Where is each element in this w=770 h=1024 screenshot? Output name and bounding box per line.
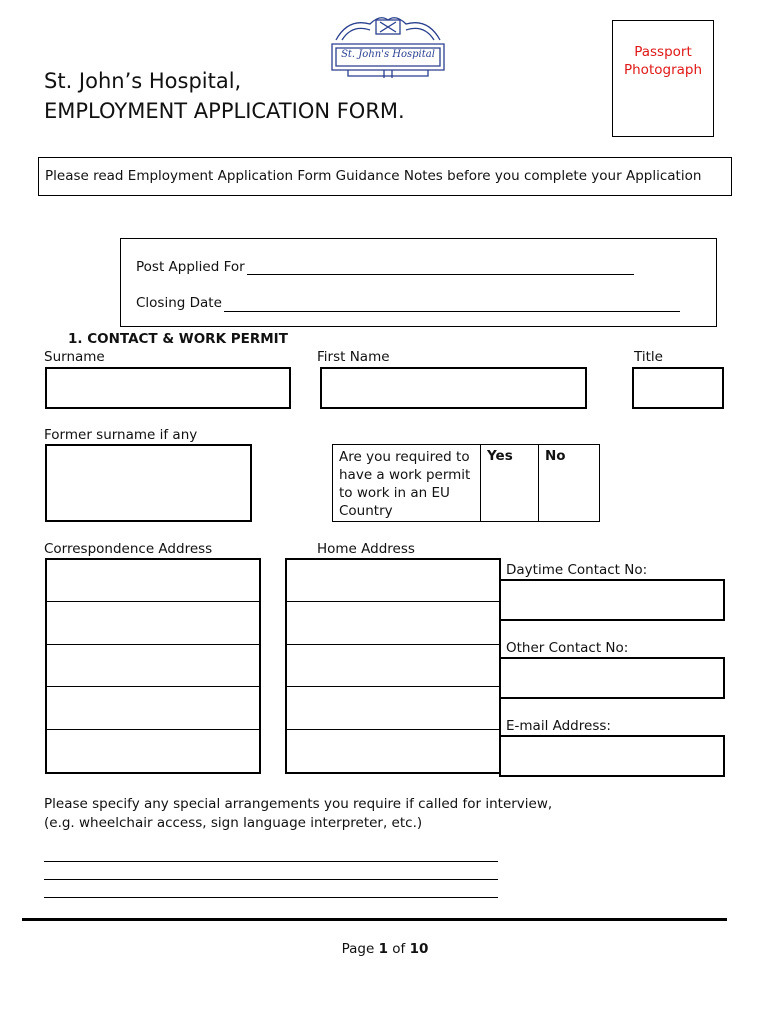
post-details-box — [120, 238, 717, 327]
title-hospital: St. John’s Hospital, — [44, 69, 242, 93]
guidance-text: Please read Employment Application Form Guidance Notes before you complete your Application — [45, 168, 702, 184]
address-line[interactable] — [287, 645, 499, 687]
title-form: EMPLOYMENT APPLICATION FORM. — [44, 99, 405, 123]
post-applied-label: Post Applied For — [136, 259, 245, 275]
of-word: of — [392, 941, 406, 957]
home-address-label: Home Address — [317, 541, 415, 557]
page-indicator — [0, 941, 770, 957]
home-address-field[interactable] — [285, 558, 501, 774]
address-line[interactable] — [287, 687, 499, 729]
address-line[interactable] — [287, 730, 499, 772]
other-contact-label: Other Contact No: — [506, 640, 629, 656]
former-surname-field[interactable] — [45, 444, 252, 522]
page-current: 1 — [378, 941, 388, 957]
first-name-field[interactable] — [320, 367, 587, 409]
arrangements-line-2[interactable] — [44, 879, 498, 880]
guidance-notice — [38, 157, 732, 196]
former-surname-label: Former surname if any — [44, 427, 198, 443]
arrangements-line-3[interactable] — [44, 897, 498, 898]
arrangements-line-1[interactable] — [44, 861, 498, 862]
arrangements-label: Please specify any special arrangements you require if called for interview, — [44, 796, 553, 812]
address-line[interactable] — [47, 645, 259, 687]
closing-date-label: Closing Date — [136, 295, 222, 311]
title-label: Title — [634, 349, 663, 365]
page-word: Page — [341, 941, 375, 957]
daytime-contact-field[interactable] — [499, 579, 725, 621]
surname-label: Surname — [44, 349, 105, 365]
correspondence-address-label: Correspondence Address — [44, 541, 213, 557]
section-heading: 1. CONTACT & WORK PERMIT — [68, 331, 288, 347]
address-line[interactable] — [287, 560, 499, 602]
first-name-label: First Name — [317, 349, 390, 365]
surname-field[interactable] — [45, 367, 291, 409]
work-permit-table — [332, 444, 600, 522]
email-field[interactable] — [499, 735, 725, 777]
footer-divider — [22, 918, 727, 921]
photograph-label: Photograph — [623, 62, 703, 78]
address-line[interactable] — [47, 687, 259, 729]
passport-label: Passport — [634, 44, 692, 60]
work-permit-yes-option[interactable]: Yes — [481, 445, 539, 521]
work-permit-question: Are you required to have a work permit to work in an EU Country — [333, 445, 481, 521]
address-line[interactable] — [47, 602, 259, 644]
correspondence-address-field[interactable] — [45, 558, 261, 774]
title-field[interactable] — [632, 367, 724, 409]
address-line[interactable] — [47, 560, 259, 602]
page-title — [44, 66, 405, 126]
arrangements-examples: (e.g. wheelchair access, sign language interpreter, etc.) — [44, 815, 423, 831]
page-total: 10 — [409, 941, 429, 957]
logo-text: St. John's Hospital — [341, 49, 435, 60]
other-contact-field[interactable] — [499, 657, 725, 699]
post-applied-field[interactable] — [247, 274, 634, 275]
daytime-contact-label: Daytime Contact No: — [506, 562, 648, 578]
address-line[interactable] — [47, 730, 259, 772]
passport-photo-box[interactable] — [612, 20, 714, 137]
email-label: E-mail Address: — [506, 718, 611, 734]
address-line[interactable] — [287, 602, 499, 644]
closing-date-field[interactable] — [224, 311, 680, 312]
work-permit-no-option[interactable]: No — [545, 448, 566, 464]
